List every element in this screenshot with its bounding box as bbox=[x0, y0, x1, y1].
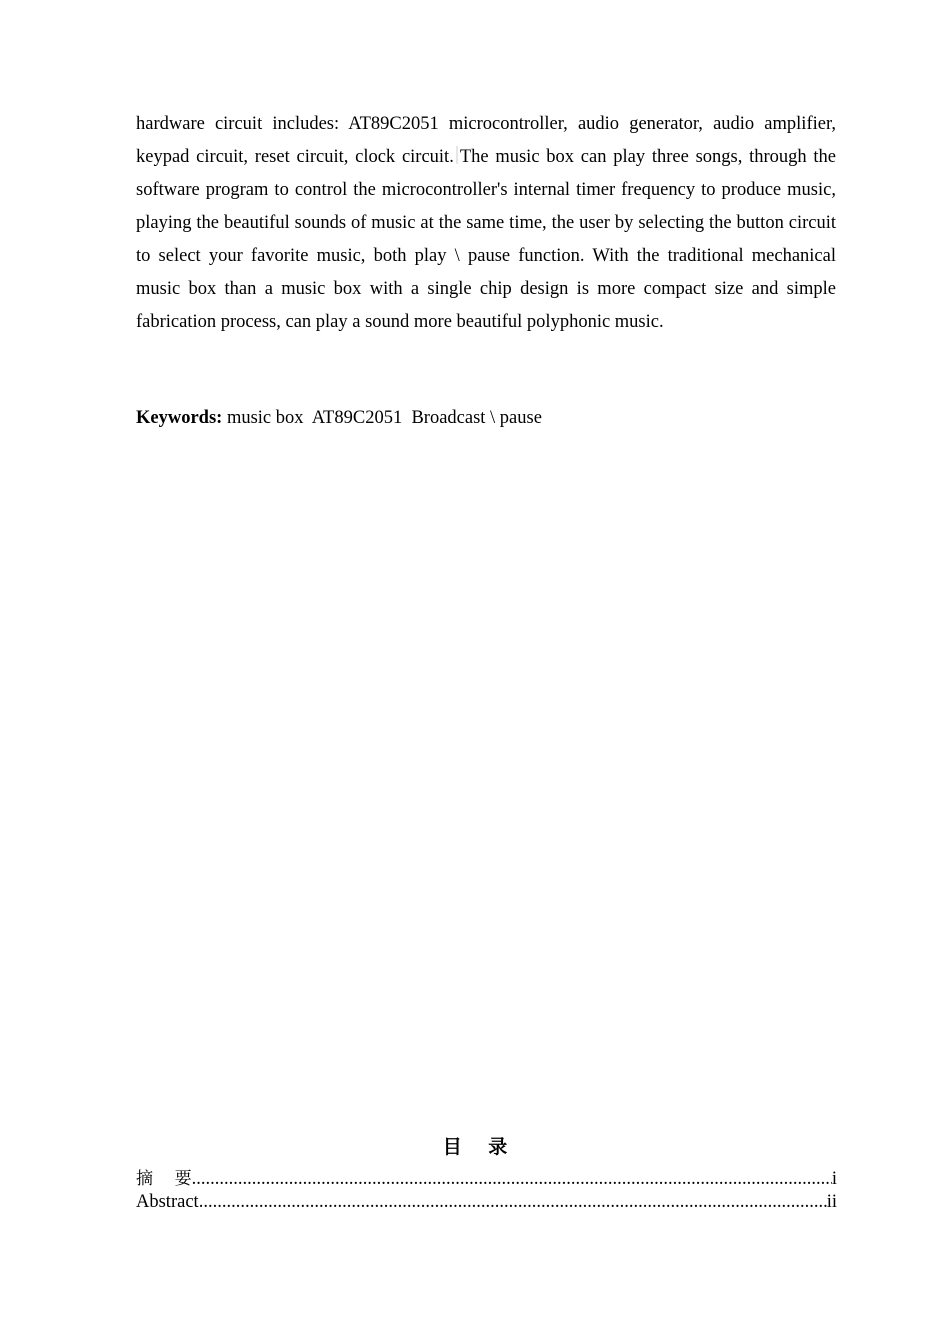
abstract-text-part2: The music box can play three songs, through the software program to control the microcontroller's internal timer frequency to produce music, playing the beautiful sounds of music at the same time, the user by selecting the button circuit to select your favorite music, both play \ pause function. With the traditional mechanical music box than a music box with a single chip design is more compact size and simple fabrication process, can play a sound more beautiful polyphonic music. bbox=[136, 147, 837, 332]
keywords-value: music box AT89C2051 Broadcast \ pause bbox=[222, 408, 542, 428]
toc-entry-abstract-cn[interactable] bbox=[136, 1168, 837, 1191]
toc-entry-label: 摘 要 bbox=[136, 1169, 192, 1189]
table-of-contents bbox=[136, 1168, 837, 1214]
toc-title: 目 录 bbox=[442, 1136, 508, 1158]
keywords-label: Keywords: bbox=[136, 408, 223, 428]
toc-entry-page: i bbox=[831, 1169, 837, 1189]
toc-entry-page: ii bbox=[826, 1192, 837, 1212]
abstract-text-part1: hardware circuit includes: AT89C2051 microcontroller, audio generator, audio amplifier, keypad circuit, reset circuit, clock circuit. bbox=[136, 114, 836, 167]
toc-entry-abstract-en[interactable] bbox=[136, 1191, 837, 1214]
text-cursor-mark bbox=[456, 146, 458, 164]
toc-leader-dots bbox=[199, 1191, 827, 1214]
toc-entry-label: Abstract bbox=[136, 1192, 199, 1212]
toc-leader-dots bbox=[192, 1168, 832, 1191]
keywords-line bbox=[136, 402, 836, 435]
abstract-paragraph bbox=[136, 108, 836, 339]
